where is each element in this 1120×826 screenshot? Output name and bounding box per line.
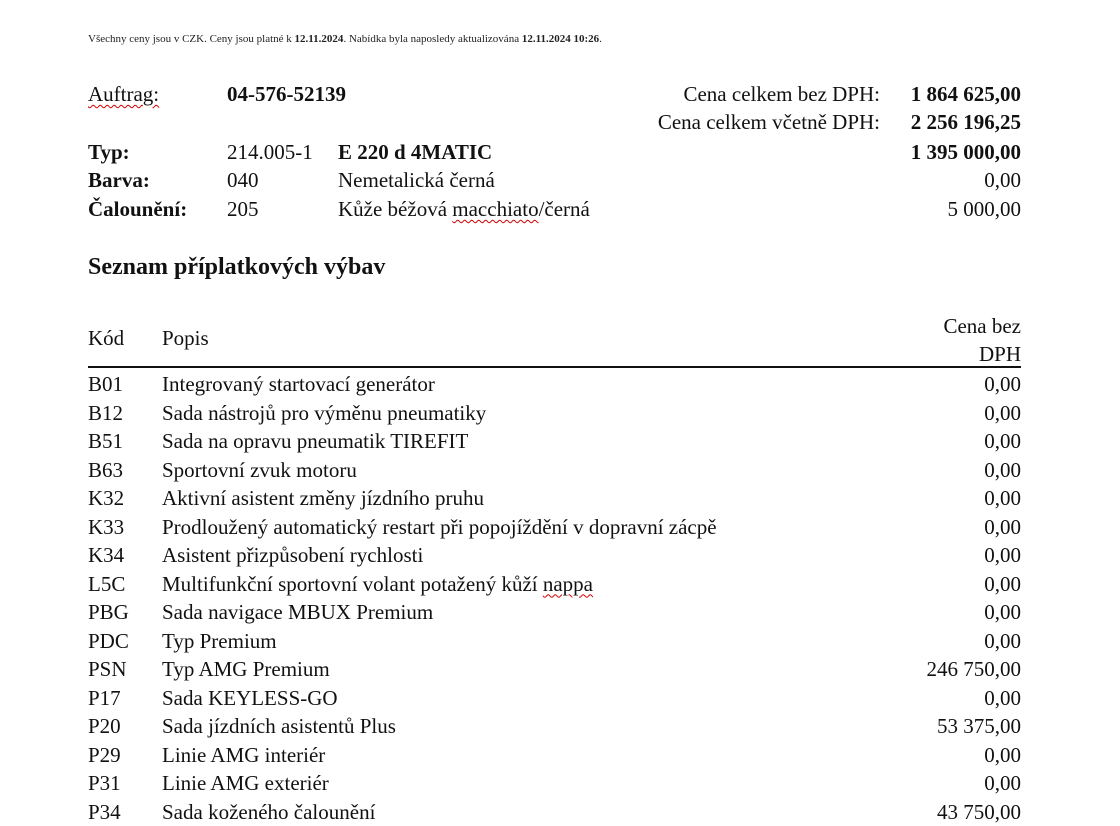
option-code: P17 [88, 684, 121, 713]
option-description: Multifunkční sportovní volant potažený kůží nappa [162, 570, 593, 599]
upholstery-code: 205 [227, 195, 259, 223]
table-row [88, 456, 1021, 485]
table-row [88, 598, 1021, 627]
notice-valid-date: 12.11.2024 [295, 33, 344, 45]
notice-middle: . Nabídka byla naposledy aktualizována [343, 33, 519, 45]
option-code: K34 [88, 541, 124, 570]
option-price: 246 750,00 [927, 655, 1022, 684]
options-table [88, 370, 1021, 826]
type-label: Typ: [88, 138, 130, 166]
option-price: 0,00 [984, 456, 1021, 485]
table-row [88, 798, 1021, 826]
table-row [88, 741, 1021, 770]
option-code: P29 [88, 741, 121, 770]
option-description: Sada KEYLESS-GO [162, 684, 338, 713]
upholstery-price: 5 000,00 [948, 195, 1022, 223]
upholstery-label: Čalounění: [88, 195, 187, 223]
table-row [88, 570, 1021, 599]
option-description: Sada na opravu pneumatik TIREFIT [162, 427, 468, 456]
option-price: 0,00 [984, 370, 1021, 399]
option-price: 0,00 [984, 769, 1021, 798]
option-description: Linie AMG exteriér [162, 769, 329, 798]
total-gross-label: Cena celkem včetně DPH: [658, 108, 880, 136]
option-price: 0,00 [984, 741, 1021, 770]
table-row [88, 399, 1021, 428]
order-number: 04-576-52139 [227, 80, 346, 108]
options-section-title: Seznam příplatkových výbav [88, 254, 385, 281]
color-label: Barva: [88, 166, 150, 194]
option-price: 0,00 [984, 598, 1021, 627]
order-label: Auftrag: [88, 80, 159, 108]
type-code: 214.005-1 [227, 138, 313, 166]
option-description: Sada nástrojů pro výměnu pneumatiky [162, 399, 486, 428]
total-net-label: Cena celkem bez DPH: [683, 80, 880, 108]
total-gross-value: 2 256 196,25 [911, 108, 1021, 136]
table-row [88, 370, 1021, 399]
option-description: Sada koženého čalounění [162, 798, 375, 826]
option-price: 0,00 [984, 627, 1021, 656]
option-code: P31 [88, 769, 121, 798]
table-row [88, 655, 1021, 684]
option-code: B51 [88, 427, 123, 456]
option-code: K32 [88, 484, 124, 513]
total-net-value: 1 864 625,00 [911, 80, 1021, 108]
option-description: Prodloužený automatický restart při popojíždění v dopravní zácpě [162, 513, 717, 542]
color-name: Nemetalická černá [338, 166, 495, 194]
option-price: 0,00 [984, 541, 1021, 570]
option-code: PDC [88, 627, 129, 656]
table-row [88, 513, 1021, 542]
table-header-divider [88, 366, 1021, 368]
column-header-price-line1: Cena bez [943, 312, 1021, 340]
table-row [88, 484, 1021, 513]
spellcheck-marked-word: nappa [543, 572, 593, 596]
option-price: 53 375,00 [937, 712, 1021, 741]
option-code: B63 [88, 456, 123, 485]
option-price: 0,00 [984, 684, 1021, 713]
option-description: Sada jízdních asistentů Plus [162, 712, 396, 741]
option-code: B12 [88, 399, 123, 428]
notice-suffix: . [599, 33, 602, 45]
table-row [88, 541, 1021, 570]
option-description: Sada navigace MBUX Premium [162, 598, 433, 627]
upholstery-name [338, 195, 590, 223]
option-description: Asistent přizpůsobení rychlosti [162, 541, 423, 570]
column-header-code: Kód [88, 324, 124, 352]
table-row [88, 427, 1021, 456]
column-header-price [943, 312, 1021, 368]
option-description: Sportovní zvuk motoru [162, 456, 357, 485]
option-description: Integrovaný startovací generátor [162, 370, 435, 399]
option-code: P34 [88, 798, 121, 826]
option-price: 0,00 [984, 570, 1021, 599]
column-header-description: Popis [162, 324, 209, 352]
option-code: PSN [88, 655, 127, 684]
option-price: 0,00 [984, 484, 1021, 513]
table-row [88, 684, 1021, 713]
upholstery-name-part3: /černá [539, 197, 590, 221]
notice-updated-date: 12.11.2024 10:26 [522, 33, 599, 45]
option-description: Aktivní asistent změny jízdního pruhu [162, 484, 484, 513]
option-description: Linie AMG interiér [162, 741, 325, 770]
option-code: PBG [88, 598, 129, 627]
option-price: 0,00 [984, 399, 1021, 428]
table-row [88, 769, 1021, 798]
option-price: 43 750,00 [937, 798, 1021, 826]
option-code: L5C [88, 570, 125, 599]
column-header-price-line2: DPH [943, 340, 1021, 368]
option-price: 0,00 [984, 427, 1021, 456]
option-price: 0,00 [984, 513, 1021, 542]
color-code: 040 [227, 166, 259, 194]
option-description: Typ AMG Premium [162, 655, 330, 684]
table-row [88, 627, 1021, 656]
upholstery-name-part1: Kůže béžová [338, 197, 452, 221]
option-description: Typ Premium [162, 627, 277, 656]
color-price: 0,00 [984, 166, 1021, 194]
table-row [88, 712, 1021, 741]
option-code: K33 [88, 513, 124, 542]
type-name: E 220 d 4MATIC [338, 138, 492, 166]
price-validity-notice [88, 33, 602, 45]
option-code: P20 [88, 712, 121, 741]
upholstery-name-part2: macchiato [452, 197, 538, 221]
notice-prefix: Všechny ceny jsou v CZK. Ceny jsou platné k [88, 33, 292, 45]
type-price: 1 395 000,00 [911, 138, 1021, 166]
option-code: B01 [88, 370, 123, 399]
